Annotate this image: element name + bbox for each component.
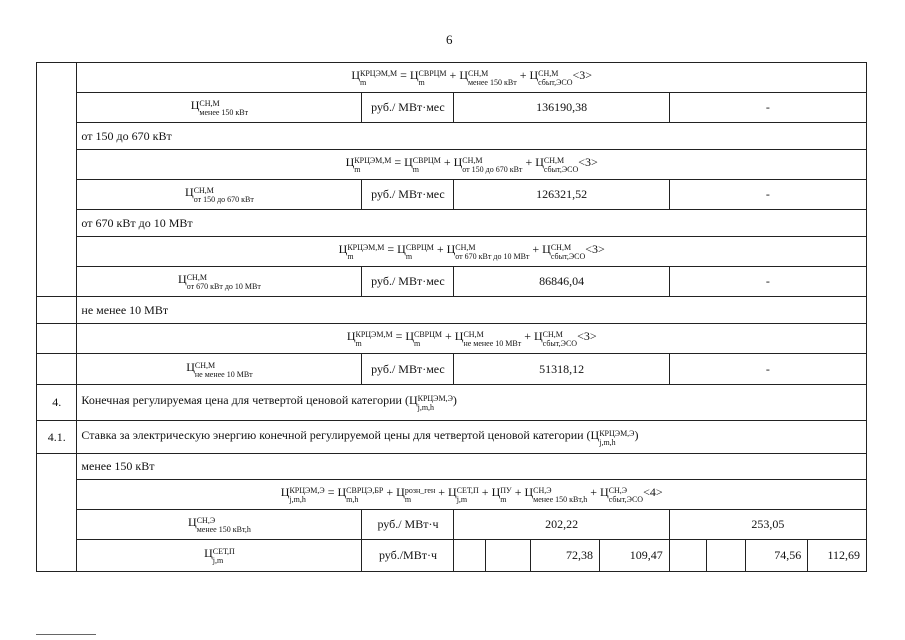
unit: руб./ МВт·мес — [362, 354, 454, 385]
value: 109,47 — [600, 540, 670, 572]
table-row — [37, 354, 867, 385]
value: 253,05 — [669, 510, 866, 540]
value-dash: - — [669, 93, 866, 123]
value: 126321,52 — [454, 180, 669, 210]
value: 72,38 — [531, 540, 600, 572]
unit: руб./ МВт·мес — [362, 267, 454, 297]
value: 202,22 — [454, 510, 669, 540]
section-title: Ставка за электрическую энергию конечной регулируемой цены для четвертой ценовой категории (Ц КРЦЭМ,Э j,m,h ) — [77, 421, 867, 454]
value: 86846,04 — [454, 267, 669, 297]
formula-row — [37, 150, 867, 180]
value-empty — [454, 540, 485, 572]
unit: руб./ МВт·ч — [362, 510, 454, 540]
page-number: 6 — [446, 32, 453, 47]
tariff-table — [36, 62, 867, 572]
subheader: от 150 до 670 кВт — [77, 123, 867, 150]
formula-row — [37, 237, 867, 267]
parameter-name: Ц СН,Э менее 150 кВт,h — [77, 510, 362, 540]
section-number: 4. — [37, 385, 77, 421]
subheader-row — [37, 454, 867, 480]
table-row — [37, 267, 867, 297]
subheader: от 670 кВт до 10 МВт — [77, 210, 867, 237]
parameter-name: Ц СН,М от 670 кВт до 10 МВт — [77, 267, 362, 297]
section-row — [37, 385, 867, 421]
value-empty — [669, 540, 706, 572]
subheader: менее 150 кВт — [77, 454, 867, 480]
parameter-name: Ц СН,М менее 150 кВт — [77, 93, 362, 123]
section-row — [37, 421, 867, 454]
unit: руб./МВт·ч — [362, 540, 454, 572]
formula-row — [37, 63, 867, 93]
table-row — [37, 180, 867, 210]
parameter-name: Ц СН,М от 150 до 670 кВт — [77, 180, 362, 210]
value-empty — [485, 540, 530, 572]
value: 74,56 — [745, 540, 808, 572]
formula: Ц КРЦЭМ,М m = Ц СВРЦМ m + Ц СН,М от 670 кВт до 10 МВт + Ц СН,М сбыт,ЭСО <3> — [77, 237, 867, 267]
unit: руб./ МВт·мес — [362, 180, 454, 210]
row-number-cell — [37, 354, 77, 385]
value: 51318,12 — [454, 354, 669, 385]
table-row — [37, 540, 867, 572]
table-row — [37, 510, 867, 540]
subheader-row — [37, 210, 867, 237]
formula-row — [37, 480, 867, 510]
value-dash: - — [669, 267, 866, 297]
row-number-cell — [37, 63, 77, 297]
section-number: 4.1. — [37, 421, 77, 454]
subheader-row — [37, 123, 867, 150]
parameter-name: Ц СЕТ,П j,m — [77, 540, 362, 572]
row-number-cell — [37, 454, 77, 572]
value-empty — [707, 540, 745, 572]
formula: Ц КРЦЭМ,М m = Ц СВРЦМ m + Ц СН,М менее 150 кВт + Ц СН,М сбыт,ЭСО <3> — [77, 63, 867, 93]
value-dash: - — [669, 180, 866, 210]
formula-row — [37, 324, 867, 354]
formula: Ц КРЦЭМ,М m = Ц СВРЦМ m + Ц СН,М от 150 до 670 кВт + Ц СН,М сбыт,ЭСО <3> — [77, 150, 867, 180]
value: 136190,38 — [454, 93, 669, 123]
section-title: Конечная регулируемая цена для четвертой ценовой категории (Ц КРЦЭМ,Э j,m,h ) — [77, 385, 867, 421]
unit: руб./ МВт·мес — [362, 93, 454, 123]
footnote-divider — [36, 634, 96, 635]
subheader: не менее 10 МВт — [77, 297, 867, 324]
subheader-row — [37, 297, 867, 324]
row-number-cell — [37, 324, 77, 354]
formula: Ц КРЦЭМ,Э j,m,h = Ц СВРЦЭ,БР m,h + Ц розн_ген m + Ц СЕТ,П j,m + Ц ПУ m + Ц СН,Э менее 150 кВт,h + Ц СН,Э сбыт,ЭСО <4> — [77, 480, 867, 510]
value: 112,69 — [808, 540, 867, 572]
row-number-cell — [37, 297, 77, 324]
table-row — [37, 93, 867, 123]
parameter-name: Ц СН,М не менее 10 МВт — [77, 354, 362, 385]
value-dash: - — [669, 354, 866, 385]
formula: Ц КРЦЭМ,М m = Ц СВРЦМ m + Ц СН,М не менее 10 МВт + Ц СН,М сбыт,ЭСО <3> — [77, 324, 867, 354]
